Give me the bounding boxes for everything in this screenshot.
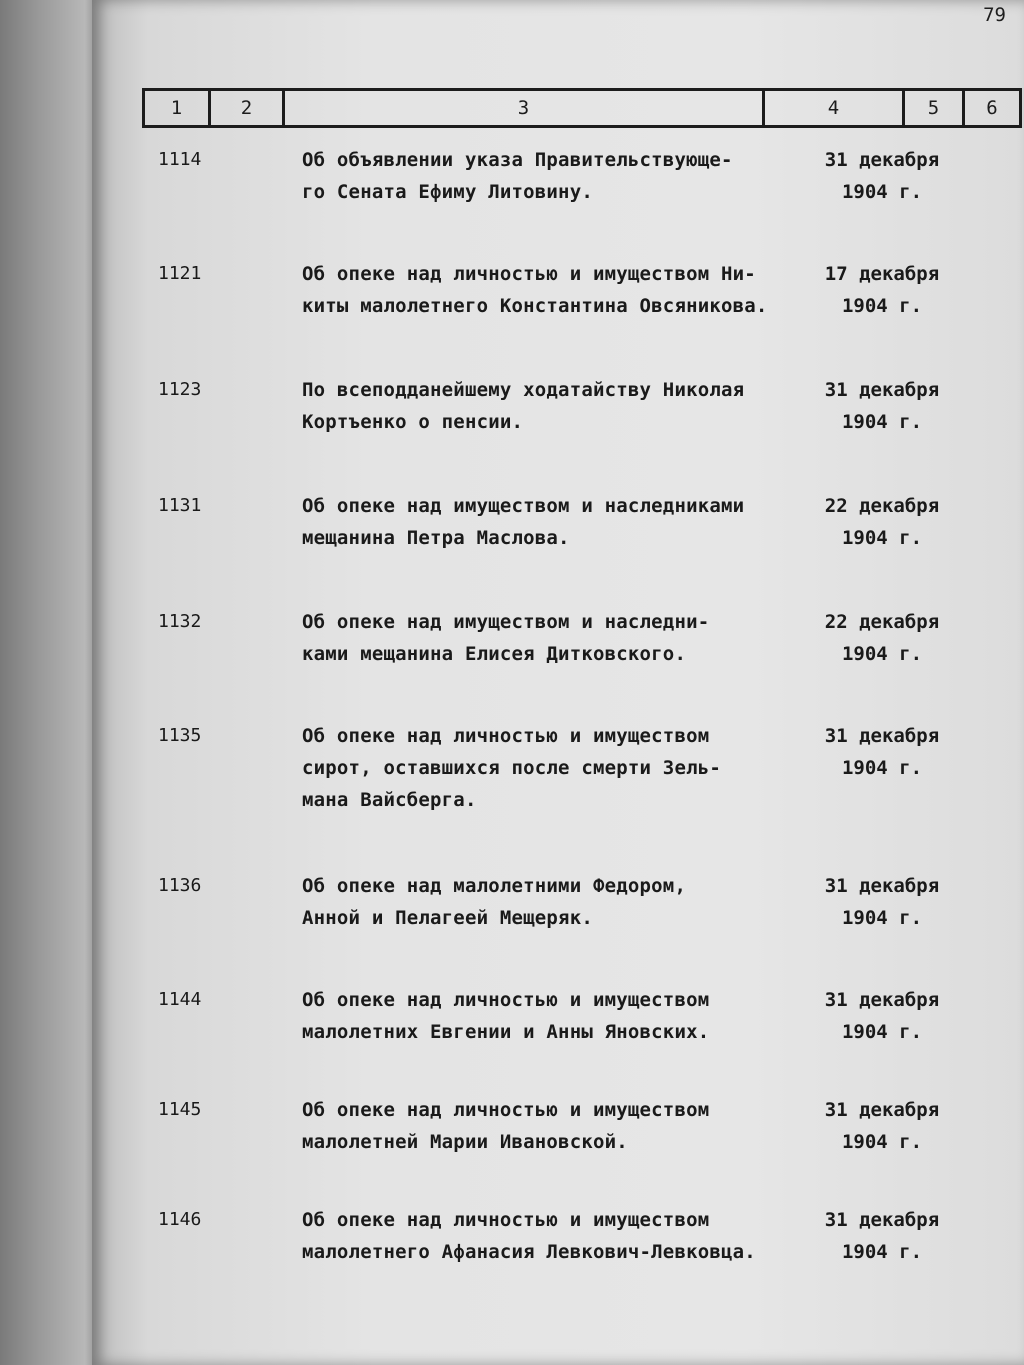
record-date: 31 декабря 1904 г. [824, 149, 940, 203]
record-number: 1131 [158, 495, 202, 516]
page-number: 79 [983, 4, 1006, 26]
record-title: Об опеке над личностью и имуществом малолетней Марии Ивановской. [302, 1099, 710, 1153]
record-number: 1145 [158, 1099, 202, 1120]
record-number: 1146 [158, 1209, 202, 1230]
record-title: Об опеке над личностью и имуществом малолетних Евгении и Анны Яновских. [302, 989, 710, 1043]
record-title: Об объявлении указа Правительствующе- го Сената Ефиму Литовину. [302, 149, 733, 203]
record-date: 31 декабря 1904 г. [824, 875, 940, 929]
column-header-6: 6 [962, 91, 1022, 125]
record-title: Об опеке над малолетними Федором, Анной и Пелагеей Мещеряк. [302, 875, 687, 929]
column-header-3: 3 [282, 91, 762, 125]
record-date: 31 декабря 1904 г. [824, 989, 940, 1043]
column-header-2: 2 [208, 91, 282, 125]
record-number: 1123 [158, 379, 202, 400]
record-date: 17 декабря 1904 г. [824, 263, 940, 317]
record-date: 31 декабря 1904 г. [824, 725, 940, 779]
column-header-4: 4 [762, 91, 902, 125]
document-page [92, 0, 1024, 1365]
record-date: 22 декабря 1904 г. [824, 495, 940, 549]
record-number: 1144 [158, 989, 202, 1010]
facing-page-edge [0, 0, 100, 1365]
column-header-row [142, 88, 1022, 128]
record-date: 31 декабря 1904 г. [824, 1099, 940, 1153]
record-number: 1132 [158, 611, 202, 632]
record-date: 31 декабря 1904 г. [824, 1209, 940, 1263]
record-date: 31 декабря 1904 г. [824, 379, 940, 433]
record-title: Об опеке над имуществом и наследни- ками мещанина Елисея Дитковского. [302, 611, 710, 665]
record-title: Об опеке над личностью и имуществом Ни- киты малолетнего Константина Овсяникова. [302, 263, 768, 317]
record-title: Об опеке над имуществом и наследниками мещанина Петра Маслова. [302, 495, 745, 549]
record-number: 1135 [158, 725, 202, 746]
record-number: 1121 [158, 263, 202, 284]
record-title: Об опеке над личностью и имуществом малолетнего Афанасия Левкович-Левковца. [302, 1209, 756, 1263]
record-number: 1136 [158, 875, 202, 896]
record-title: По всеподданейшему ходатайству Николая Кортъенко о пенсии. [302, 379, 745, 433]
column-header-1: 1 [142, 91, 208, 125]
column-header-5: 5 [902, 91, 962, 125]
record-title: Об опеке над личностью и имуществом сирот, оставшихся после смерти Зель- мана Вайсберга. [302, 725, 722, 811]
record-number: 1114 [158, 149, 202, 170]
record-date: 22 декабря 1904 г. [824, 611, 940, 665]
